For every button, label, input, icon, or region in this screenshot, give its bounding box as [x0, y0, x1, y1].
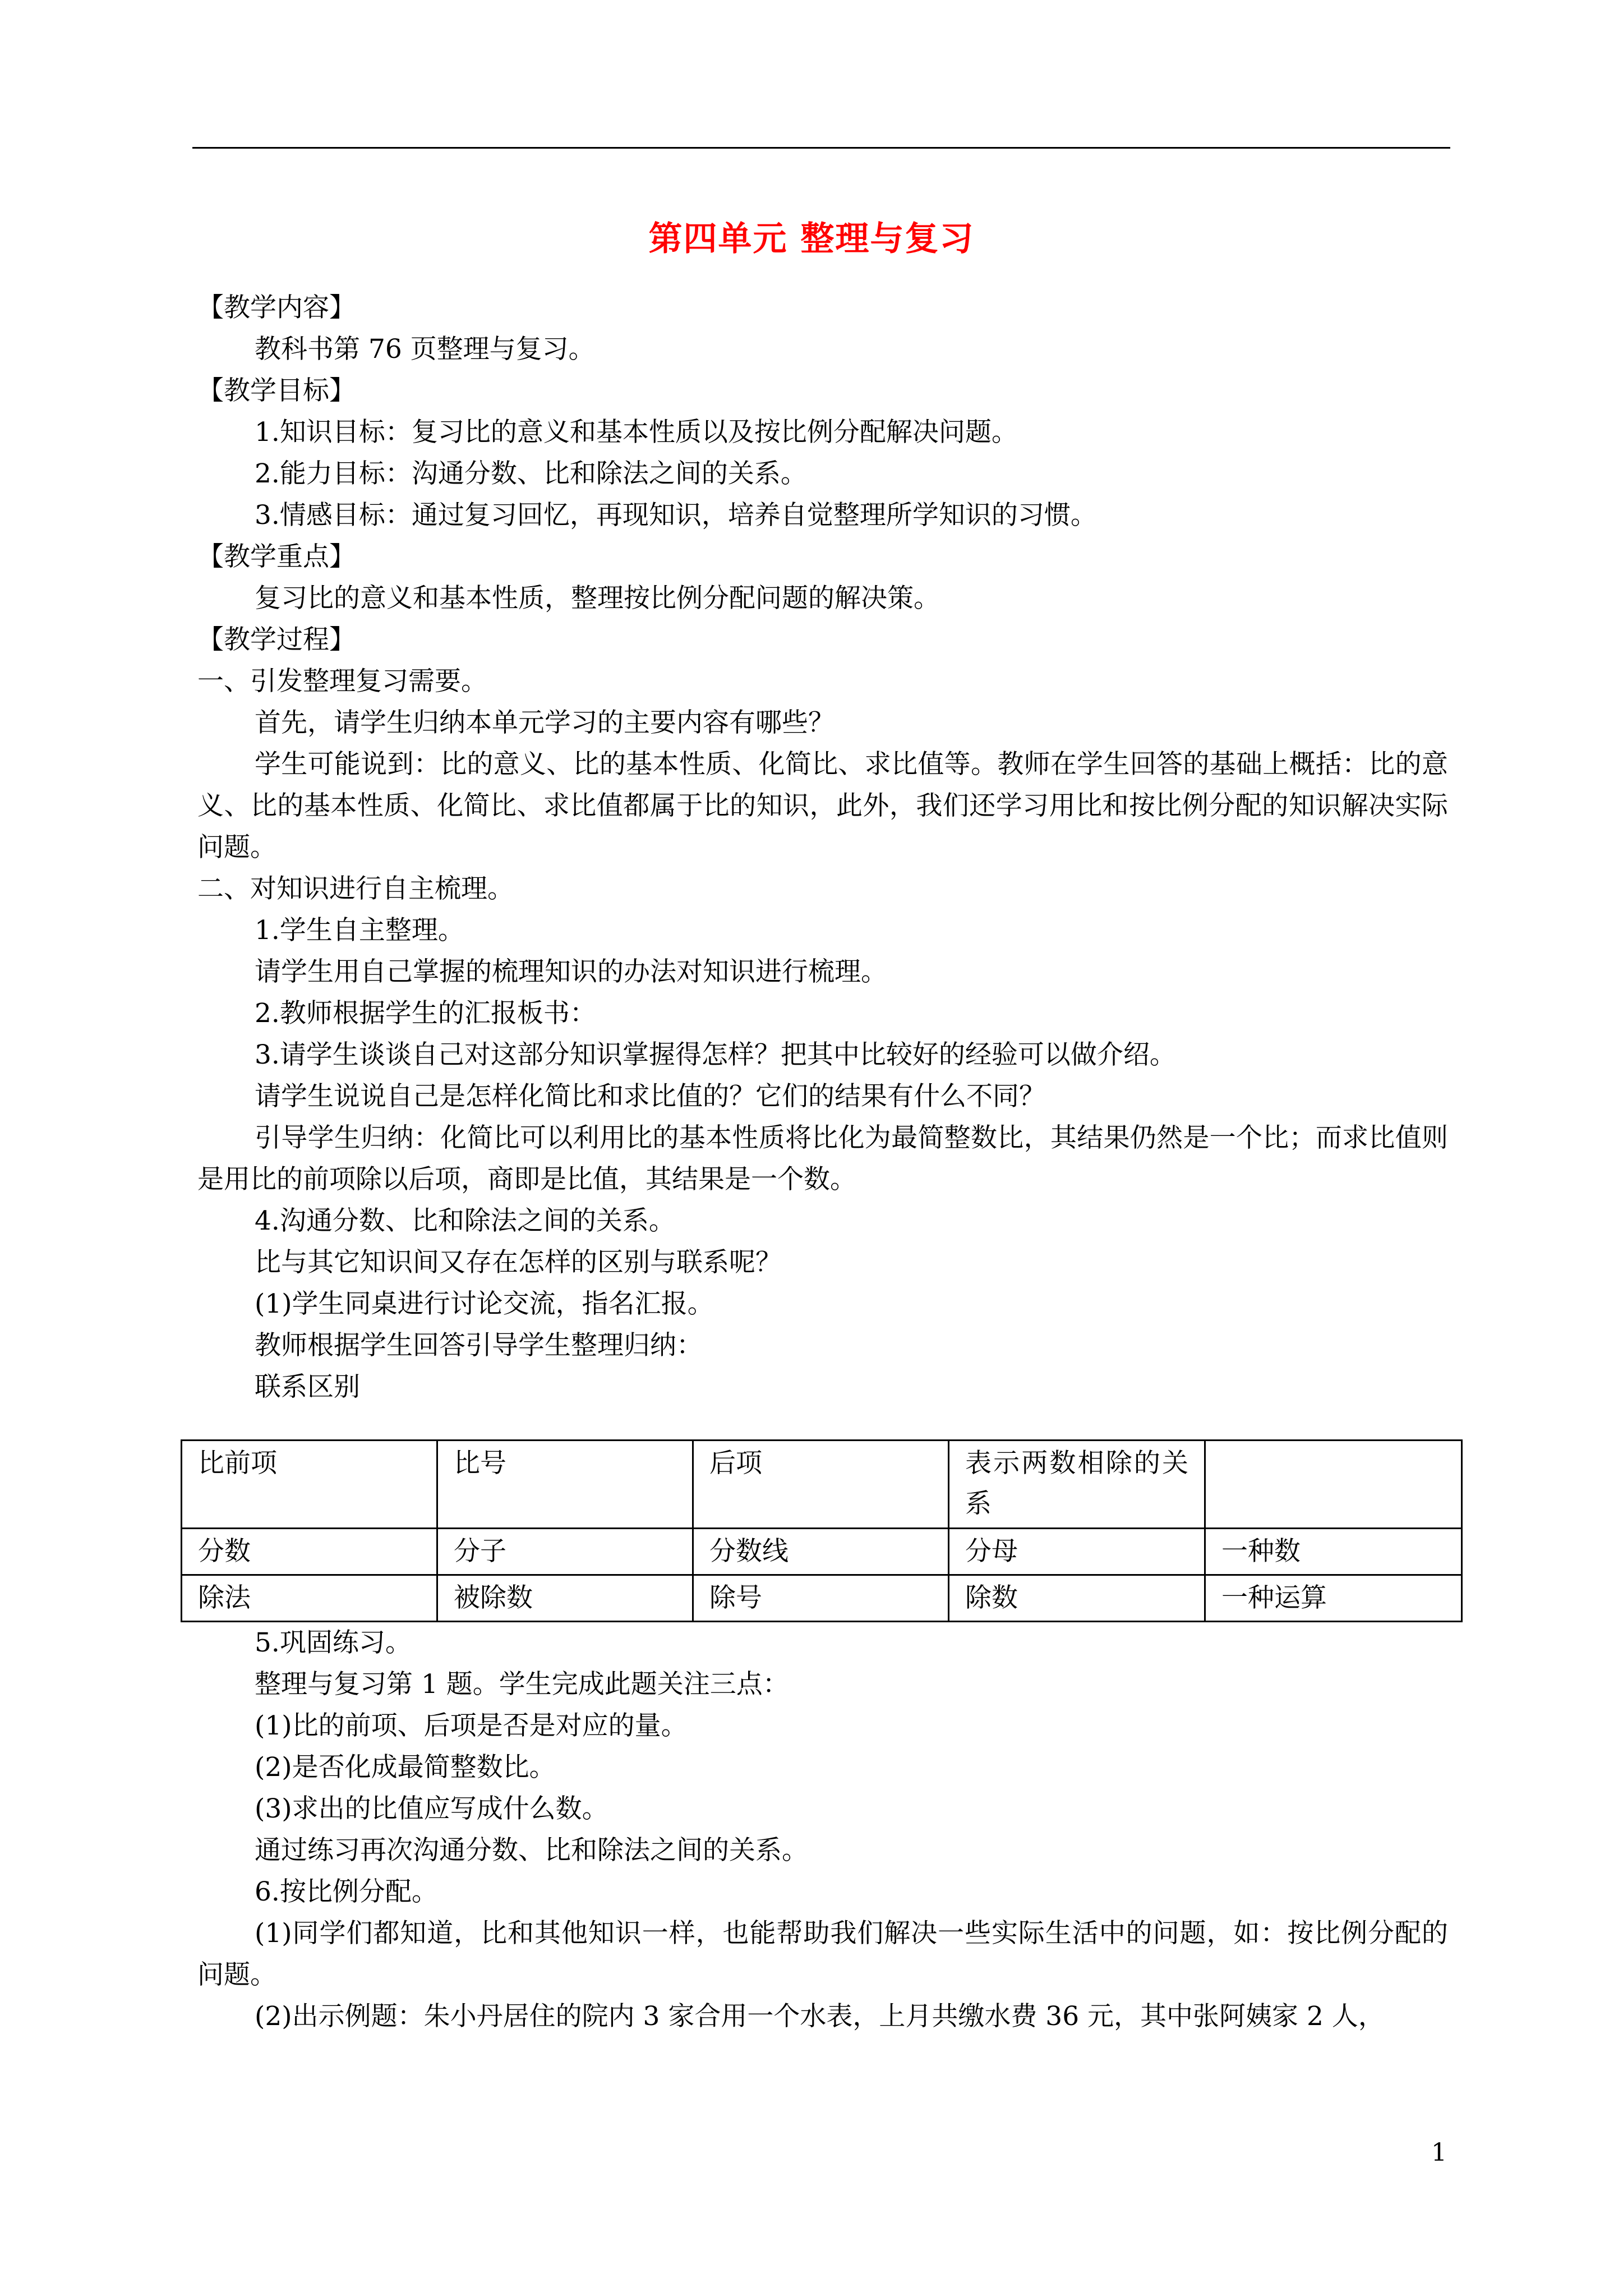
paragraph: 3.情感目标：通过复习回忆，再现知识，培养自觉整理所学知识的习惯。: [255, 500, 1097, 531]
page-number: 1: [1431, 2138, 1447, 2167]
paragraph: 6.按比例分配。: [255, 1876, 438, 1907]
paragraph: 2.能力目标：沟通分数、比和除法之间的关系。: [255, 458, 807, 489]
paragraph: 5.巩固练习。: [255, 1627, 412, 1658]
paragraph: 1.学生自主整理。: [255, 915, 464, 946]
paragraph: 整理与复习第 1 题。学生完成此题关注三点：: [255, 1669, 789, 1700]
table-cell: 除数: [949, 1575, 1205, 1622]
paragraph: (2)是否化成最简整数比。: [255, 1752, 556, 1783]
table-cell: 分数: [182, 1529, 437, 1575]
paragraph: 【教学过程】: [197, 624, 356, 655]
table-cell: [1205, 1441, 1462, 1529]
paragraph: 学生可能说到：比的意义、比的基本性质、化简比、求比值等。教师在学生回答的基础上概括：比的意义、比的基本性质、化简比、求比值都属于比的知识，此外，我们还学习用比和按比例分配的知识解决实际问题。: [197, 749, 1448, 863]
page-title: 第四单元 整理与复习: [648, 219, 975, 259]
paragraphs-before-table: [197, 287, 1448, 1408]
paragraph: 复习比的意义和基本性质，整理按比例分配问题的解决策。: [255, 583, 940, 614]
paragraph: 【教学目标】: [197, 375, 356, 406]
table-row: [182, 1575, 1462, 1622]
paragraph: 首先，请学生归纳本单元学习的主要内容有哪些？: [255, 707, 834, 738]
paragraph: 4.沟通分数、比和除法之间的关系。: [255, 1205, 675, 1236]
paragraph: 引导学生归纳：化简比可以利用比的基本性质将比化为最简整数比，其结果仍然是一个比；而求比值则是用比的前项除以后项，商即是比值，其结果是一个数。: [197, 1122, 1448, 1195]
paragraph: 比与其它知识间又存在怎样的区别与联系呢？: [255, 1247, 782, 1278]
table-cell: 一种运算: [1205, 1575, 1462, 1622]
paragraph: 教科书第 76 页整理与复习。: [255, 334, 595, 365]
header-rule: [192, 147, 1450, 149]
paragraph: 3.请学生谈谈自己对这部分知识掌握得怎样？把其中比较好的经验可以做介绍。: [255, 1039, 1176, 1070]
table-row: [182, 1529, 1462, 1575]
paragraph: 一、引发整理复习需要。: [197, 666, 487, 697]
table-cell: 表示两数相除的关系: [949, 1441, 1205, 1529]
paragraph: 通过练习再次沟通分数、比和除法之间的关系。: [255, 1835, 808, 1866]
paragraph: 请学生说说自己是怎样化简比和求比值的？它们的结果有什么不同？: [255, 1081, 1045, 1112]
table-cell: 除法: [182, 1575, 437, 1622]
comparison-table: [181, 1439, 1463, 1622]
paragraph: 二、对知识进行自主梳理。: [197, 873, 514, 904]
paragraph: (1)比的前项、后项是否是对应的量。: [255, 1710, 688, 1741]
table-cell: 比前项: [182, 1441, 437, 1529]
document-body: [197, 287, 1448, 2037]
table-cell: 一种数: [1205, 1529, 1462, 1575]
comparison-table-wrapper: [181, 1439, 1461, 1622]
table-row: [182, 1441, 1462, 1529]
paragraph: 【教学重点】: [197, 541, 356, 572]
paragraph: 2.教师根据学生的汇报板书：: [255, 998, 596, 1029]
table-cell: 分数线: [693, 1529, 949, 1575]
paragraph: (1)学生同桌进行讨论交流，指名汇报。: [255, 1289, 714, 1319]
table-cell: 分子: [437, 1529, 693, 1575]
paragraphs-after-table: [197, 1622, 1448, 2037]
paragraph: (1)同学们都知道，比和其他知识一样，也能帮助我们解决一些实际生活中的问题，如：按比例分配的问题。: [197, 1918, 1448, 1990]
paragraph: 教师根据学生回答引导学生整理归纳：: [255, 1330, 703, 1361]
paragraph: 【教学内容】: [197, 292, 356, 323]
table-cell: 后项: [693, 1441, 949, 1529]
paragraph: 请学生用自己掌握的梳理知识的办法对知识进行梳理。: [255, 956, 887, 987]
paragraph: (2)出示例题：朱小丹居住的院内 3 家合用一个水表，上月共缴水费 36 元，其中张阿姨家 2 人，: [255, 2001, 1385, 2032]
table-cell: 被除数: [437, 1575, 693, 1622]
paragraph: (3)求出的比值应写成什么数。: [255, 1793, 608, 1824]
table-cell: 分母: [949, 1529, 1205, 1575]
paragraph: 1.知识目标：复习比的意义和基本性质以及按比例分配解决问题。: [255, 417, 1018, 448]
table-cell: 比号: [437, 1441, 693, 1529]
paragraph: 联系区别: [255, 1372, 360, 1402]
table-cell: 除号: [693, 1575, 949, 1622]
